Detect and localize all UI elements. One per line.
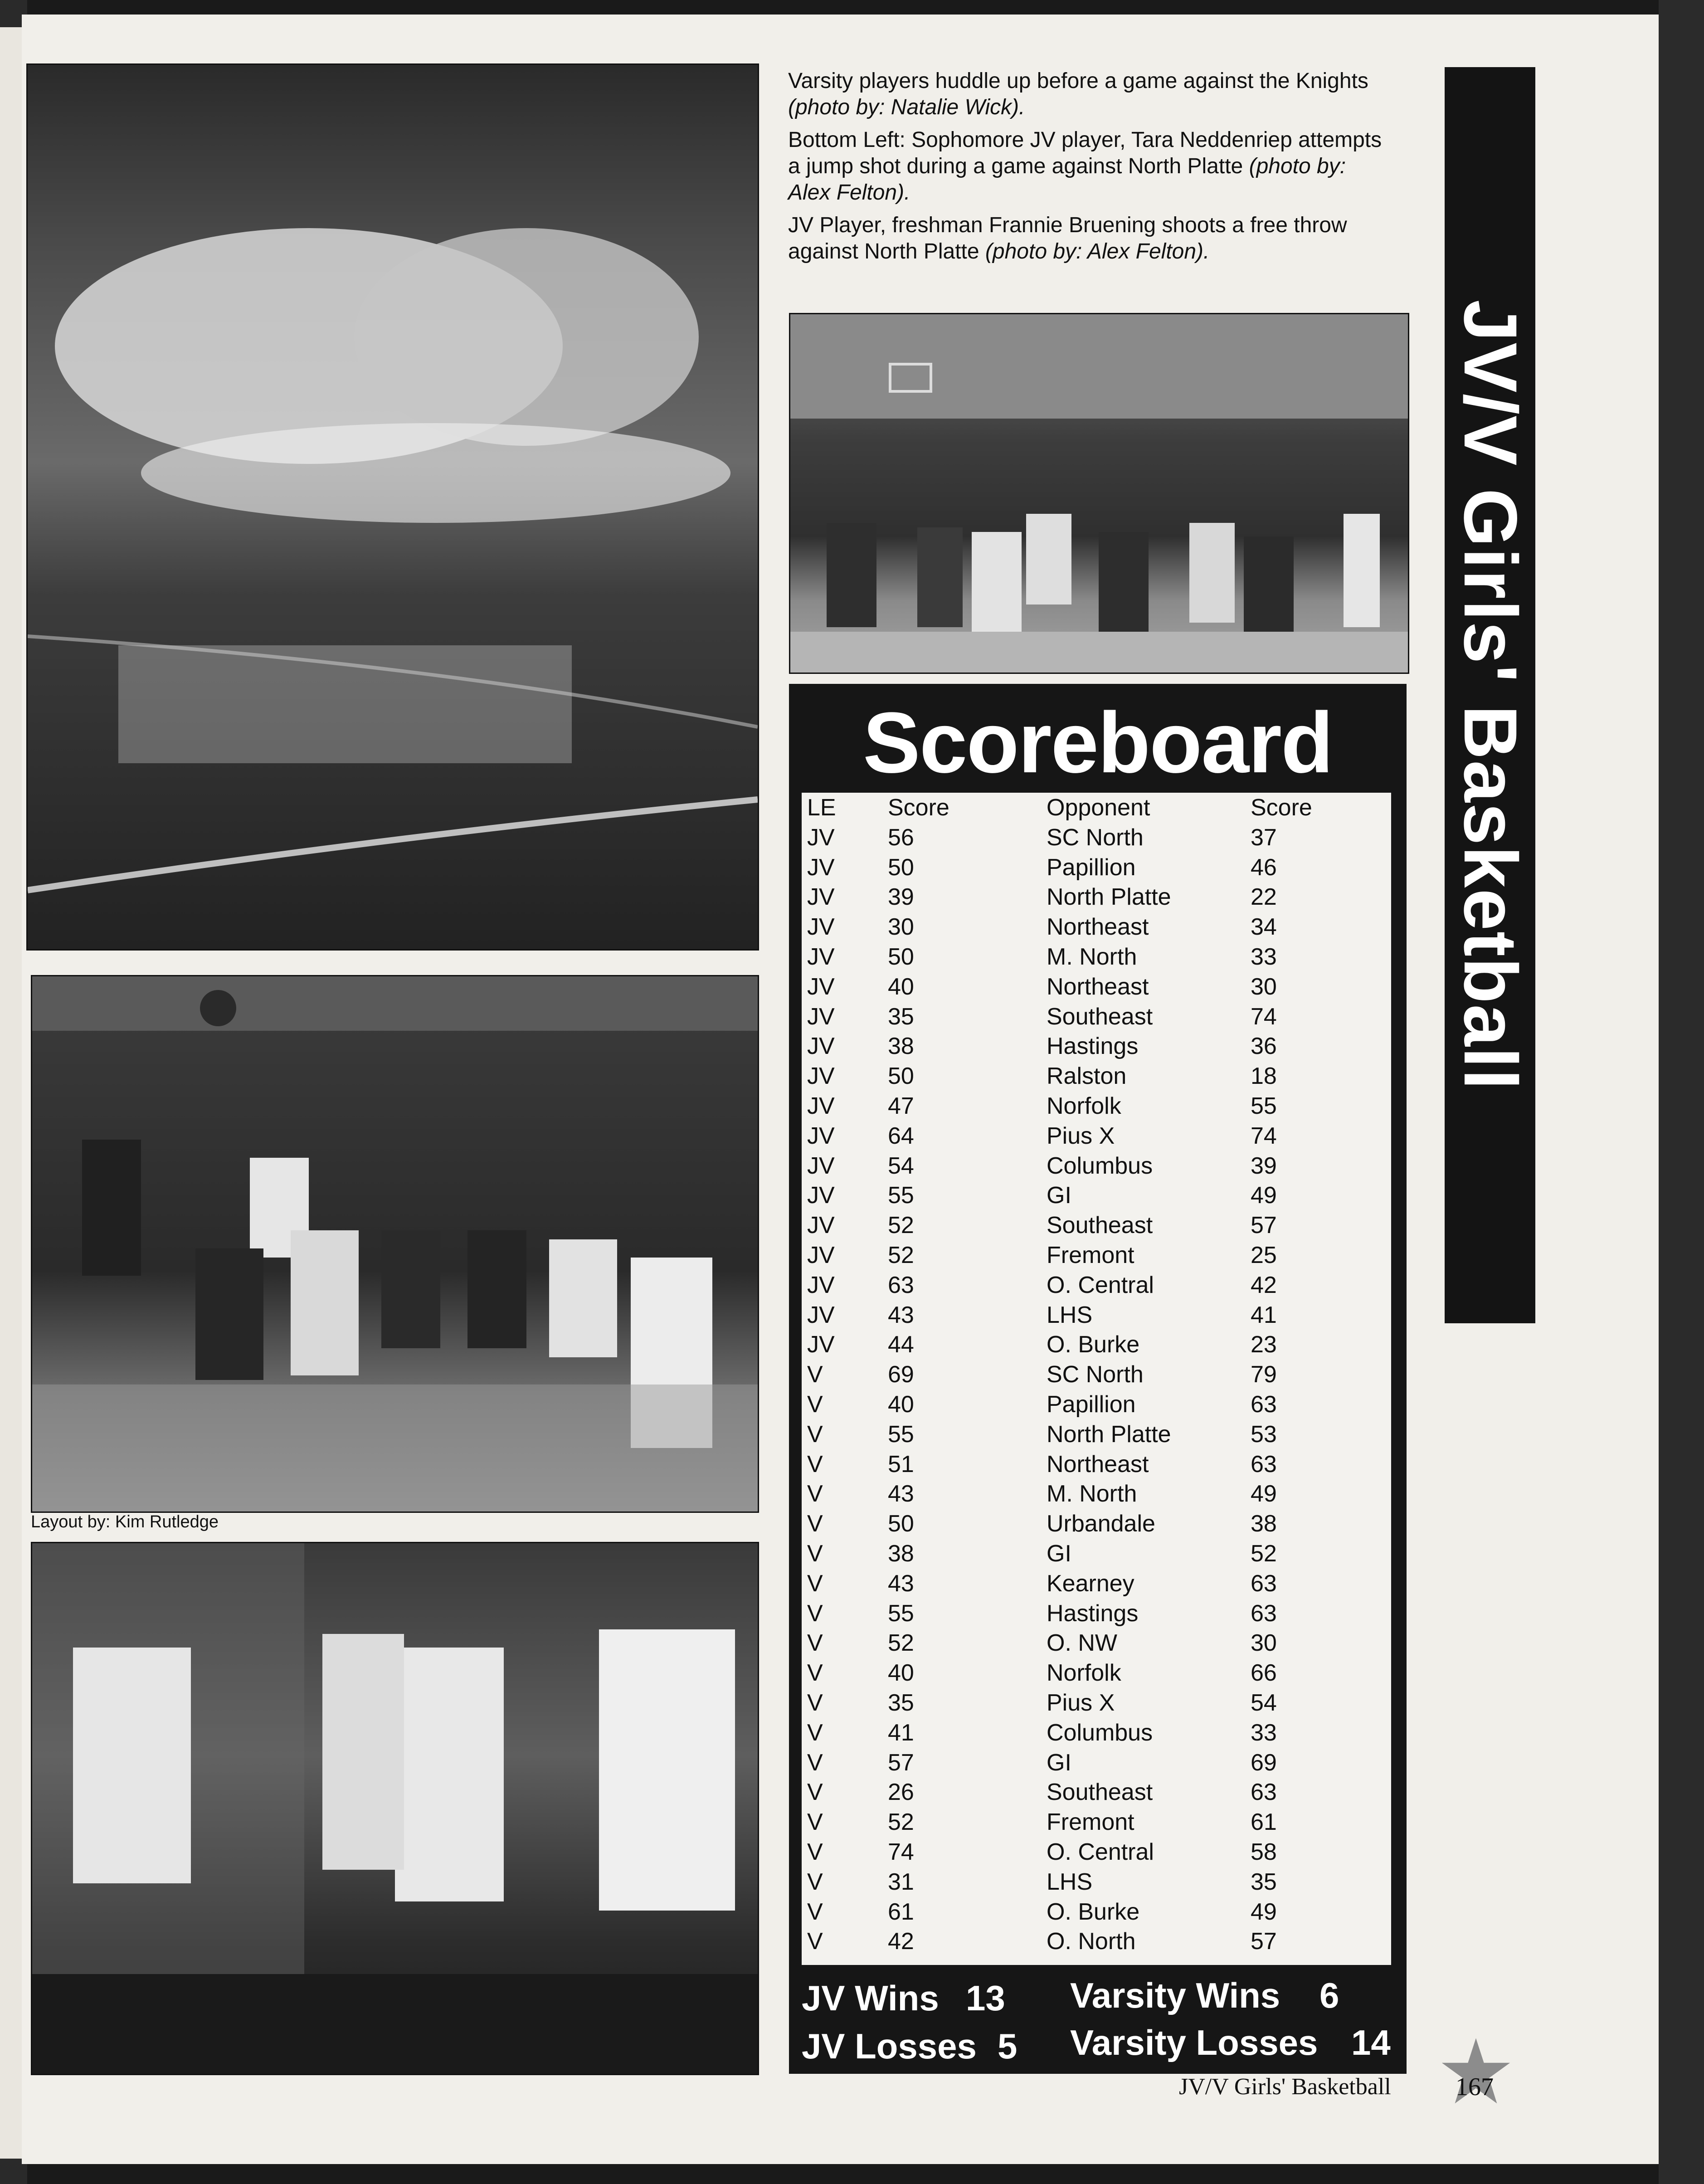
- table-row: [802, 1360, 1391, 1389]
- row-opponent: SC North: [1047, 1361, 1144, 1388]
- row-opponent-score: 34: [1251, 914, 1277, 941]
- jv-wins-value: 13: [966, 1978, 1005, 2018]
- row-opponent-score: 36: [1251, 1033, 1277, 1060]
- varsity-losses-label: Varsity Losses: [1070, 2023, 1318, 2062]
- row-opponent: Norfolk: [1047, 1093, 1121, 1119]
- row-opponent-score: 57: [1251, 1212, 1277, 1239]
- table-row: [802, 1210, 1391, 1240]
- row-score: 52: [888, 1630, 914, 1657]
- table-row: [802, 1300, 1391, 1330]
- row-opponent: Urbandale: [1047, 1511, 1155, 1537]
- row-score: 63: [888, 1272, 914, 1298]
- row-level: V: [807, 1600, 823, 1627]
- row-opponent: Columbus: [1047, 1152, 1153, 1179]
- photo-jv-jump-shot: [31, 975, 759, 1513]
- table-row: [802, 1419, 1391, 1449]
- row-level: JV: [807, 914, 835, 941]
- row-opponent: Northeast: [1047, 973, 1149, 1000]
- row-level: JV: [807, 824, 835, 851]
- row-opponent: Hastings: [1047, 1033, 1139, 1060]
- row-opponent-score: 52: [1251, 1540, 1277, 1567]
- table-row: [802, 1777, 1391, 1807]
- row-score: 57: [888, 1749, 914, 1776]
- row-opponent-score: 23: [1251, 1331, 1277, 1358]
- table-row: [802, 942, 1391, 972]
- varsity-wins-value: 6: [1319, 1975, 1339, 2015]
- photo-captions: [788, 68, 1391, 271]
- row-opponent: Kearney: [1047, 1570, 1134, 1597]
- section-title-bar: [1445, 67, 1535, 1323]
- row-score: 55: [888, 1421, 914, 1448]
- scoreboard-title: Scoreboard: [863, 695, 1333, 791]
- row-opponent: O. Central: [1047, 1839, 1154, 1865]
- row-opponent: Hastings: [1047, 1600, 1139, 1627]
- row-opponent-score: 74: [1251, 1122, 1277, 1149]
- header-level: LE: [807, 795, 836, 821]
- row-score: 61: [888, 1898, 914, 1925]
- row-level: V: [807, 1630, 823, 1657]
- row-opponent-score: 35: [1251, 1868, 1277, 1895]
- row-score: 55: [888, 1600, 914, 1627]
- row-opponent: Papillion: [1047, 854, 1136, 881]
- row-opponent: Fremont: [1047, 1809, 1134, 1836]
- row-score: 54: [888, 1152, 914, 1179]
- row-level: V: [807, 1809, 823, 1836]
- table-row: [802, 1389, 1391, 1419]
- table-row: [802, 1002, 1391, 1032]
- table-row: [802, 1837, 1391, 1867]
- row-opponent-score: 63: [1251, 1570, 1277, 1597]
- row-level: V: [807, 1540, 823, 1567]
- table-row: [802, 1061, 1391, 1091]
- row-opponent: Northeast: [1047, 914, 1149, 941]
- row-opponent-score: 37: [1251, 824, 1277, 851]
- row-score: 40: [888, 973, 914, 1000]
- row-opponent: Columbus: [1047, 1719, 1153, 1746]
- row-opponent-score: 39: [1251, 1152, 1277, 1179]
- table-row: [802, 1748, 1391, 1778]
- row-opponent: O. Burke: [1047, 1898, 1140, 1925]
- row-score: 42: [888, 1928, 914, 1955]
- table-row: [802, 1121, 1391, 1151]
- table-row: [802, 972, 1391, 1002]
- row-opponent-score: 53: [1251, 1421, 1277, 1448]
- row-level: JV: [807, 854, 835, 881]
- table-row: [802, 1091, 1391, 1121]
- row-opponent: Pius X: [1047, 1122, 1115, 1149]
- row-opponent-score: 30: [1251, 973, 1277, 1000]
- row-score: 52: [888, 1242, 914, 1268]
- row-level: JV: [807, 1003, 835, 1030]
- table-row: [802, 1270, 1391, 1300]
- jv-losses-label: JV Losses: [802, 2026, 977, 2066]
- row-level: JV: [807, 1331, 835, 1358]
- row-level: V: [807, 1779, 823, 1806]
- row-level: V: [807, 1570, 823, 1597]
- row-opponent-score: 66: [1251, 1660, 1277, 1687]
- row-opponent-score: 30: [1251, 1630, 1277, 1657]
- row-level: JV: [807, 1302, 835, 1328]
- row-opponent: North Platte: [1047, 884, 1171, 911]
- row-score: 30: [888, 914, 914, 941]
- row-level: V: [807, 1690, 823, 1716]
- row-score: 35: [888, 1003, 914, 1030]
- row-level: V: [807, 1868, 823, 1895]
- row-opponent-score: 42: [1251, 1272, 1277, 1298]
- row-opponent-score: 79: [1251, 1361, 1277, 1388]
- row-score: 40: [888, 1391, 914, 1418]
- table-row: [802, 1926, 1391, 1956]
- row-opponent: Southeast: [1047, 1212, 1153, 1239]
- row-score: 41: [888, 1719, 914, 1746]
- table-row: [802, 912, 1391, 942]
- row-level: JV: [807, 1272, 835, 1298]
- photo-credit: (photo by: Natalie Wick).: [788, 95, 1025, 119]
- row-level: JV: [807, 973, 835, 1000]
- row-opponent: North Platte: [1047, 1421, 1171, 1448]
- row-level: V: [807, 1928, 823, 1955]
- row-opponent-score: 69: [1251, 1749, 1277, 1776]
- row-level: V: [807, 1898, 823, 1925]
- row-score: 38: [888, 1540, 914, 1567]
- row-score: 50: [888, 1063, 914, 1090]
- table-header-row: [802, 793, 1391, 823]
- row-level: JV: [807, 1242, 835, 1268]
- row-score: 52: [888, 1212, 914, 1239]
- row-level: V: [807, 1749, 823, 1776]
- row-opponent-score: 33: [1251, 1719, 1277, 1746]
- photo-players-rebound: [31, 1542, 759, 2075]
- caption-text: Varsity players huddle up before a game against the Knights: [788, 69, 1368, 93]
- table-row: [802, 1718, 1391, 1748]
- row-level: JV: [807, 1063, 835, 1090]
- row-score: 52: [888, 1809, 914, 1836]
- table-row: [802, 1599, 1391, 1628]
- row-opponent-score: 61: [1251, 1809, 1277, 1836]
- row-opponent-score: 63: [1251, 1391, 1277, 1418]
- jv-wins-label: JV Wins: [802, 1978, 939, 2018]
- table-row: [802, 1867, 1391, 1897]
- row-score: 38: [888, 1033, 914, 1060]
- row-opponent: O. Central: [1047, 1272, 1154, 1298]
- row-opponent-score: 49: [1251, 1898, 1277, 1925]
- table-row: [802, 1569, 1391, 1599]
- table-row: [802, 1151, 1391, 1181]
- caption-text: Bottom Left: Sophomore JV player, Tara Neddenriep attempts a jump shot during a game against North Platte: [788, 128, 1382, 178]
- season-totals: [789, 1972, 1407, 2072]
- row-level: V: [807, 1719, 823, 1746]
- row-level: V: [807, 1451, 823, 1477]
- row-level: JV: [807, 1152, 835, 1179]
- row-opponent-score: 54: [1251, 1690, 1277, 1716]
- row-opponent: Northeast: [1047, 1451, 1149, 1477]
- row-opponent: Fremont: [1047, 1242, 1134, 1268]
- row-level: JV: [807, 1093, 835, 1119]
- scoreboard: [789, 684, 1407, 2074]
- row-level: JV: [807, 884, 835, 911]
- table-row: [802, 1449, 1391, 1479]
- row-score: 51: [888, 1451, 914, 1477]
- row-score: 43: [888, 1570, 914, 1597]
- row-opponent: Pius X: [1047, 1690, 1115, 1716]
- table-row: [802, 1180, 1391, 1210]
- layout-credit: Layout by: Kim Rutledge: [31, 1512, 219, 1531]
- photo-varsity-huddle: [26, 63, 759, 951]
- row-opponent-score: 63: [1251, 1779, 1277, 1806]
- row-score: 44: [888, 1331, 914, 1358]
- photo-credit: (photo by: Alex Felton).: [985, 239, 1210, 263]
- varsity-wins-label: Varsity Wins: [1070, 1975, 1280, 2015]
- row-opponent-score: 58: [1251, 1839, 1277, 1865]
- row-score: 26: [888, 1779, 914, 1806]
- row-opponent: O. North: [1047, 1928, 1136, 1955]
- row-score: 64: [888, 1122, 914, 1149]
- row-score: 47: [888, 1093, 914, 1119]
- row-level: JV: [807, 1182, 835, 1209]
- header-opponent: Opponent: [1047, 795, 1150, 821]
- row-opponent: GI: [1047, 1182, 1071, 1209]
- row-opponent-score: 38: [1251, 1511, 1277, 1537]
- caption-text: JV Player, freshman Frannie Bruening shoots a free throw against North Platte: [788, 213, 1347, 263]
- row-score: 40: [888, 1660, 914, 1687]
- row-score: 55: [888, 1182, 914, 1209]
- row-opponent: LHS: [1047, 1302, 1093, 1328]
- table-row: [802, 1658, 1391, 1688]
- footer-section-name: JV/V Girls' Basketball: [1179, 2074, 1391, 2100]
- header-opponent-score: Score: [1251, 795, 1312, 821]
- table-row: [802, 853, 1391, 882]
- row-opponent-score: 22: [1251, 884, 1277, 911]
- table-row: [802, 1479, 1391, 1509]
- row-score: 35: [888, 1690, 914, 1716]
- row-level: JV: [807, 944, 835, 970]
- row-opponent: O. NW: [1047, 1630, 1117, 1657]
- table-row: [802, 823, 1391, 853]
- row-score: 69: [888, 1361, 914, 1388]
- row-level: V: [807, 1391, 823, 1418]
- row-level: V: [807, 1839, 823, 1865]
- caption-jump-shot: [788, 127, 1391, 206]
- varsity-losses-value: 14: [1351, 2023, 1391, 2062]
- table-row: [802, 1807, 1391, 1837]
- row-level: V: [807, 1361, 823, 1388]
- row-opponent: Ralston: [1047, 1063, 1127, 1090]
- section-title: JV/V Girls' Basketball: [1448, 299, 1532, 1091]
- row-level: V: [807, 1421, 823, 1448]
- row-level: JV: [807, 1212, 835, 1239]
- table-row: [802, 1330, 1391, 1360]
- page-number: 167: [1456, 2073, 1494, 2101]
- row-level: JV: [807, 1033, 835, 1060]
- row-opponent: Papillion: [1047, 1391, 1136, 1418]
- row-score: 50: [888, 1511, 914, 1537]
- row-opponent-score: 57: [1251, 1928, 1277, 1955]
- row-opponent-score: 33: [1251, 944, 1277, 970]
- row-opponent: M. North: [1047, 944, 1137, 970]
- table-row: [802, 882, 1391, 912]
- row-score: 50: [888, 854, 914, 881]
- row-opponent-score: 49: [1251, 1182, 1277, 1209]
- row-score: 39: [888, 884, 914, 911]
- jv-losses-value: 5: [998, 2026, 1018, 2066]
- table-row: [802, 1240, 1391, 1270]
- row-opponent-score: 74: [1251, 1003, 1277, 1030]
- row-level: V: [807, 1660, 823, 1687]
- row-opponent-score: 18: [1251, 1063, 1277, 1090]
- row-opponent: Norfolk: [1047, 1660, 1121, 1687]
- row-opponent-score: 63: [1251, 1451, 1277, 1477]
- row-score: 31: [888, 1868, 914, 1895]
- table-row: [802, 1031, 1391, 1061]
- row-score: 50: [888, 944, 914, 970]
- caption-huddle: [788, 68, 1391, 121]
- photo-credit: (photo by: Alex Felton).: [788, 154, 1346, 205]
- row-opponent: M. North: [1047, 1481, 1137, 1507]
- row-level: V: [807, 1481, 823, 1507]
- row-level: JV: [807, 1122, 835, 1149]
- page-edge-right: [1659, 0, 1704, 2184]
- table-row: [802, 1509, 1391, 1539]
- header-score: Score: [888, 795, 949, 821]
- photo-free-throw: [789, 313, 1409, 674]
- row-opponent-score: 25: [1251, 1242, 1277, 1268]
- row-opponent: LHS: [1047, 1868, 1093, 1895]
- table-row: [802, 1897, 1391, 1927]
- table-row: [802, 1628, 1391, 1658]
- row-opponent: GI: [1047, 1540, 1071, 1567]
- caption-free-throw: [788, 212, 1391, 265]
- row-opponent-score: 49: [1251, 1481, 1277, 1507]
- row-score: 43: [888, 1302, 914, 1328]
- row-opponent: O. Burke: [1047, 1331, 1140, 1358]
- row-opponent-score: 41: [1251, 1302, 1277, 1328]
- row-opponent-score: 55: [1251, 1093, 1277, 1119]
- row-opponent: SC North: [1047, 824, 1144, 851]
- facing-page-strip: [0, 27, 22, 2159]
- row-level: V: [807, 1511, 823, 1537]
- scoreboard-table: [802, 793, 1391, 1965]
- row-opponent: GI: [1047, 1749, 1071, 1776]
- row-opponent: Southeast: [1047, 1003, 1153, 1030]
- table-row: [802, 1539, 1391, 1569]
- row-opponent-score: 63: [1251, 1600, 1277, 1627]
- row-score: 74: [888, 1839, 914, 1865]
- row-score: 56: [888, 824, 914, 851]
- row-opponent-score: 46: [1251, 854, 1277, 881]
- row-score: 43: [888, 1481, 914, 1507]
- table-row: [802, 1688, 1391, 1718]
- row-opponent: Southeast: [1047, 1779, 1153, 1806]
